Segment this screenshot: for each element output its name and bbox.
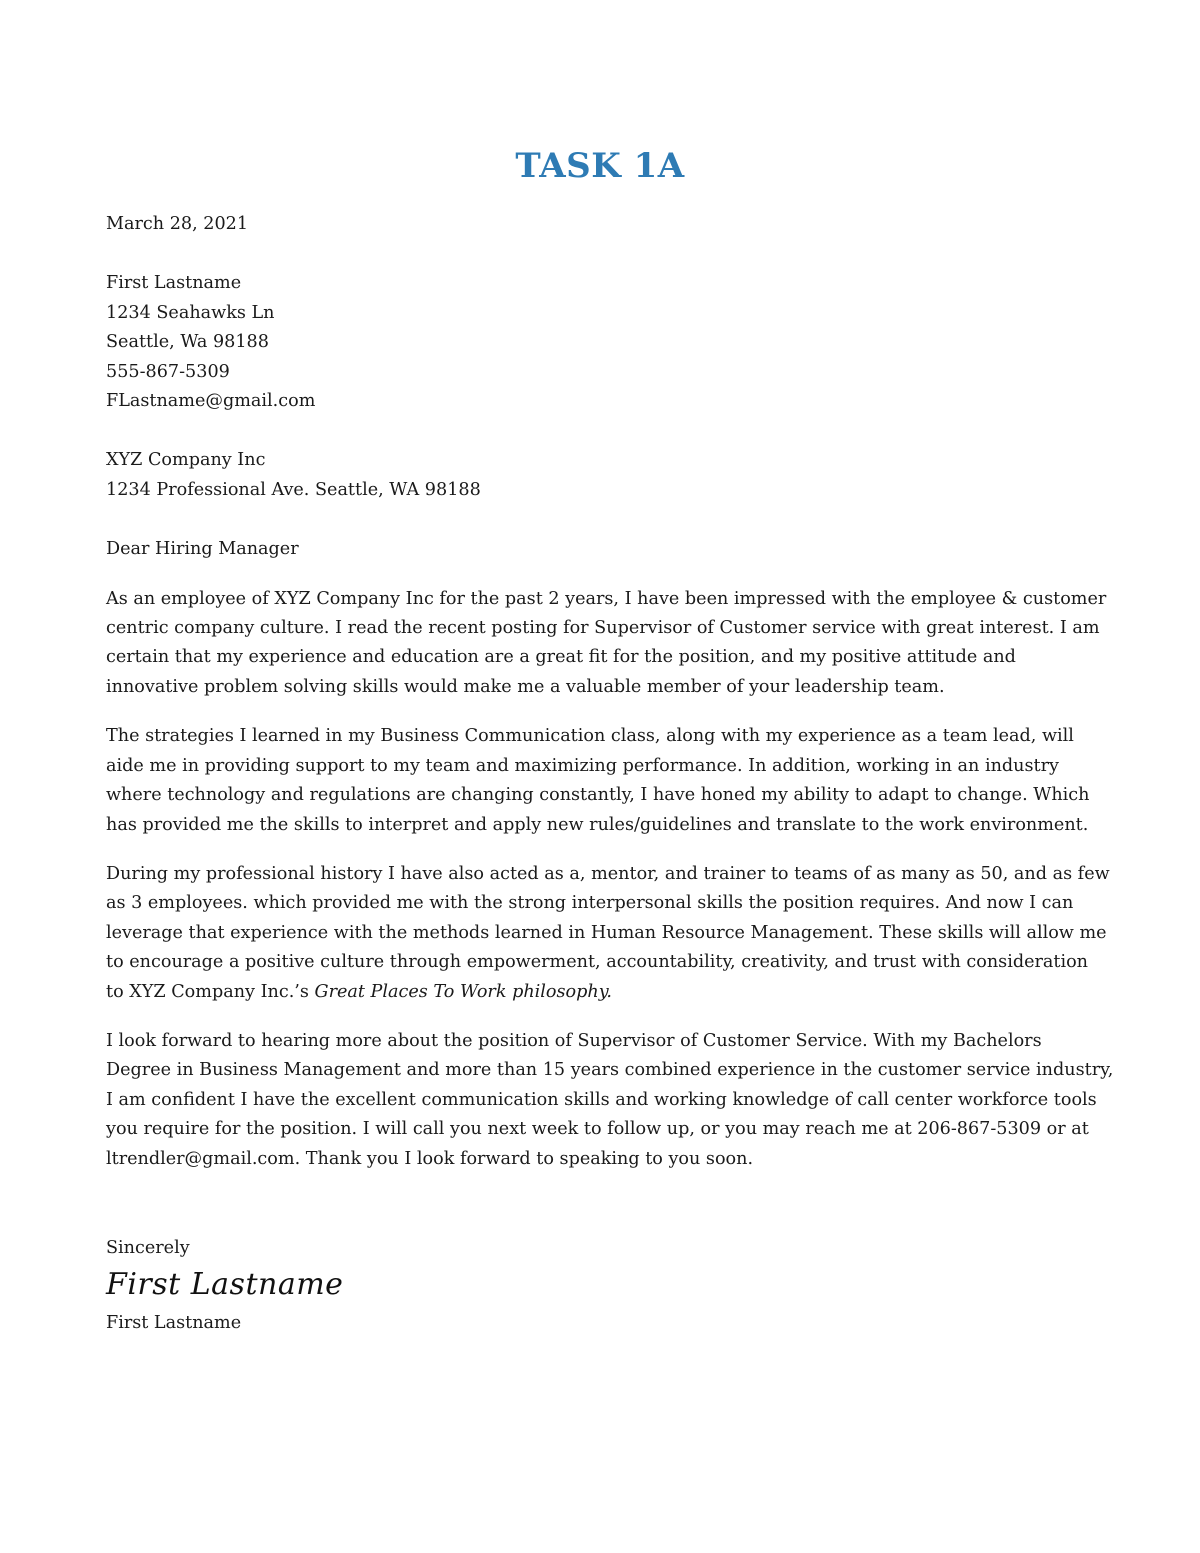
sender-name: First Lastname [106, 273, 242, 294]
paragraph-line: I am confident I have the excellent communication skills and working knowledge of call center workforce tools [106, 1089, 1097, 1110]
closing-block [106, 1234, 1106, 1339]
paragraph-line: Degree in Business Management and more than 15 years combined experience in the customer service industry, [106, 1060, 1114, 1081]
salutation: Dear Hiring Manager [106, 539, 299, 560]
sender-city: Seattle, Wa 98188 [106, 332, 269, 353]
document-title: TASK 1A [515, 146, 685, 186]
closing-text: Sincerely [106, 1237, 190, 1258]
letter-body [106, 210, 1114, 1339]
paragraph-line: as 3 employees. which provided me with the strong interpersonal skills the position requires. And now I can [106, 893, 1074, 914]
paragraph-line: leverage that experience with the methods learned in Human Resource Management. These skills will allow me [106, 922, 1107, 943]
paragraph-2 [106, 722, 1106, 840]
recipient-company: XYZ Company Inc [106, 450, 266, 471]
handwritten-signature: First Lastname [106, 1267, 344, 1303]
paragraph-line: As an employee of XYZ Company Inc for the past 2 years, I have been impressed with the employee & customer [106, 588, 1107, 609]
paragraph-line: to encourage a positive culture through empowerment, accountability, creativity, and trust with consideration [106, 952, 1089, 973]
paragraph-4 [106, 1027, 1114, 1174]
paragraph-line: where technology and regulations are changing constantly, I have honed my ability to adapt to change. Which [106, 785, 1090, 806]
paragraph-1 [106, 585, 1106, 703]
paragraph-text: to XYZ Company Inc.’s [106, 981, 315, 1002]
paragraph-line: aide me in providing support to my team and maximizing performance. In addition, working in an industry [106, 755, 1059, 776]
paragraph-line: The strategies I learned in my Business Communication class, along with my experience as a team lead, will [106, 726, 1074, 747]
printed-name: First Lastname [106, 1313, 242, 1334]
paragraph-line: I look forward to hearing more about the position of Supervisor of Customer Service. With my Bachelors [106, 1030, 1042, 1051]
letter-date: March 28, 2021 [106, 214, 249, 234]
paragraph-line: During my professional history I have also acted as a, mentor, and trainer to teams of as many as 50, and as few [106, 863, 1110, 884]
paragraph-line: you require for the position. I will call you next week to follow up, or you may reach me at 206-867-5309 or at [106, 1119, 1089, 1140]
sender-phone: 555-867-5309 [106, 361, 230, 382]
philosophy-emphasis: Great Places To Work philosophy. [314, 981, 612, 1002]
paragraph-line: centric company culture. I read the recent posting for Supervisor of Customer service with great interest. I am [106, 618, 1100, 639]
paragraph-line: ltrendler@gmail.com. Thank you I look forward to speaking to you soon. [106, 1148, 754, 1169]
paragraph-3 [106, 860, 1110, 1007]
sender-address-block [106, 269, 1106, 416]
paragraph-line: innovative problem solving skills would make me a valuable member of your leadership team. [106, 676, 945, 697]
recipient-address: 1234 Professional Ave. Seattle, WA 98188 [106, 479, 481, 500]
sender-street: 1234 Seahawks Ln [106, 302, 275, 323]
paragraph-line [106, 978, 1106, 1007]
paragraph-line: has provided me the skills to interpret and apply new rules/guidelines and translate to the work environment. [106, 814, 1089, 835]
paragraph-line: certain that my experience and education are a great fit for the position, and my positive attitude and [106, 647, 1016, 668]
recipient-address-block [106, 446, 1106, 505]
sender-email: FLastname@gmail.com [106, 391, 316, 412]
